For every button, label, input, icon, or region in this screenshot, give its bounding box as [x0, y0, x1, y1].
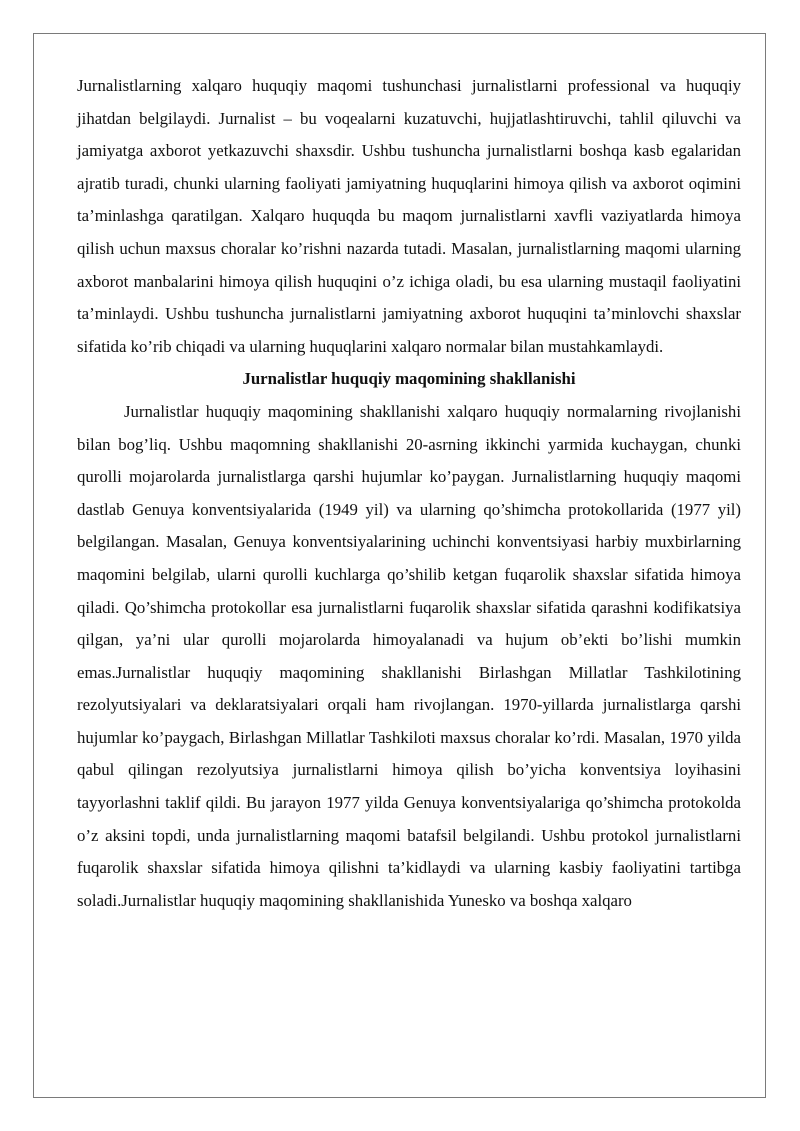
document-body: [77, 70, 741, 917]
section-heading: Jurnalistlar huquqiy maqomining shakllanishi: [242, 369, 576, 389]
paragraph-legal-status-concept: Jurnalistlarning xalqaro huquqiy maqomi tushunchasi jurnalistlarni professional va huquqiy jihatdan belgilaydi. Jurnalist – bu voqealarni kuzatuvchi, hujjatlashtiruvchi, tahlil qiluvchi va jamiyatga axborot yetkazuvchi shaxsdir. Ushbu tushuncha jurnalistlarni boshqa kasb egalaridan ajratib turadi, chunki ularning faoliyati jamiyatning huquqlarini himoya qilish va axborot oqimini ta’minlashga qaratilgan. Xalqaro huquqda bu maqom jurnalistlarni xavfli vaziyatlarda himoya qilish uchun maxsus choralar ko’rishni nazarda tutadi. Masalan, jurnalistlarning maqomi ularning axborot manbalarini himoya qilish huquqini o’z ichiga oladi, bu esa ularning mustaqil faoliyatini ta’minlaydi. Ushbu tushuncha jurnalistlarni jamiyatning axborot huquqini ta’minlovchi shaxslar sifatida ko’rib chiqadi va ularning huquqlarini xalqaro normalar bilan mustahkamlaydi.: [77, 76, 741, 356]
paragraph-status-formation: Jurnalistlar huquqiy maqomining shakllanishi xalqaro huquqiy normalarning rivojlanishi bilan bog’liq. Ushbu maqomning shakllanishi 20-asrning ikkinchi yarmida kuchaygan, chunki qurolli mojarolarda jurnalistlarga qarshi hujumlar ko’paygan. Jurnalistlarning huquqiy maqomi dastlab Genuya konventsiyalarida (1949 yil) va ularning qo’shimcha protokollarida (1977 yil) belgilangan. Masalan, Genuya konventsiyalarining uchinchi konventsiyasi harbiy muxbirlarning maqomini belgilab, ularni qurolli kuchlarga qo’shilib ketgan fuqarolik shaxslar sifatida himoya qiladi. Qo’shimcha protokollar esa jurnalistlarni fuqarolik shaxslar sifatida qarashni kodifikatsiya qilgan, ya’ni ular qurolli mojarolarda himoyalanadi va hujum ob’ekti bo’lishi mumkin emas.Jurnalistlar huquqiy maqomining shakllanishi Birlashgan Millatlar Tashkilotining rezolyutsiyalari va deklaratsiyalari orqali ham rivojlangan. 1970-yillarda jurnalistlarga qarshi hujumlar ko’paygach, Birlashgan Millatlar Tashkiloti maxsus choralar ko’rdi. Masalan, 1970 yilda qabul qilingan rezolyutsiya jurnalistlarni himoya qilish bo’yicha konventsiya loyihasini tayyorlashni taklif qildi. Bu jarayon 1977 yilda Genuya konventsiyalariga qo’shimcha protokolda o’z aksini topdi, unda jurnalistlarning maqomi batafsil belgilandi. Ushbu protokol jurnalistlarni fuqarolik shaxslar sifatida himoya qilishni ta’kidlaydi va ularning kasbiy faoliyatini tartibga soladi.Jurnalistlar huquqiy maqomining shakllanishida Yunesko va boshqa xalqaro: [77, 401, 741, 910]
